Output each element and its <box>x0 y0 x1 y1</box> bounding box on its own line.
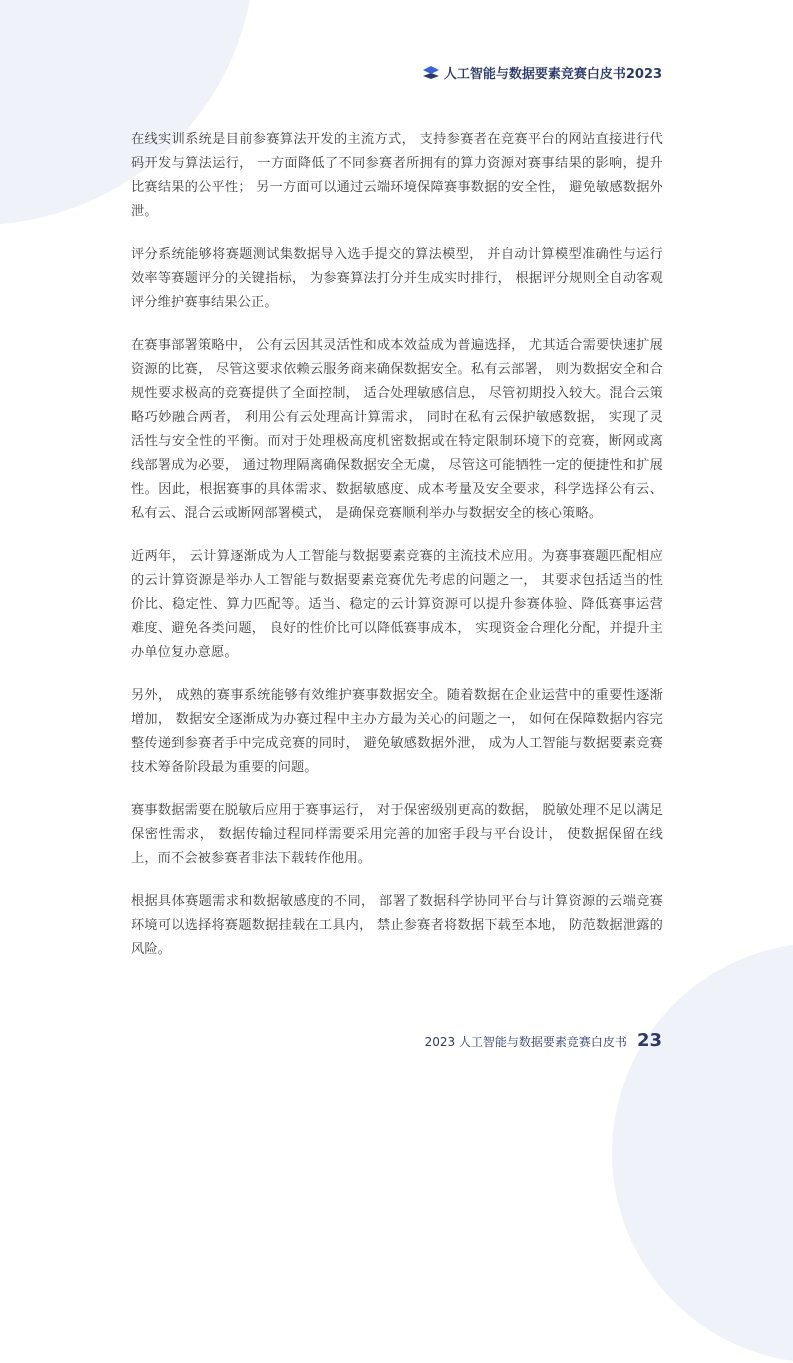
paragraph: 根据具体赛题需求和数据敏感度的不同， 部署了数据科学协同平台与计算资源的云端竞赛环境可以选择将赛题数据挂载在工具内， 禁止参赛者将数据下载至本地， 防范数据泄露的风险。 <box>131 894 663 957</box>
paragraph: 评分系统能够将赛题测试集数据导入选手提交的算法模型， 并自动计算模型准确性与运行效率等赛题评分的关键指标， 为参赛算法打分并生成实时排行， 根据评分规则全自动客观评分维护赛事结果公正。 <box>131 247 663 310</box>
page-header <box>422 63 662 82</box>
layers-icon <box>422 66 440 79</box>
paragraph: 在赛事部署策略中， 公有云因其灵活性和成本效益成为普遍选择， 尤其适合需要快速扩展资源的比赛， 尽管这要求依赖云服务商来确保数据安全。私有云部署， 则为数据安全和合规性要求极高的竞赛提供了全面控制， 适合处理敏感信息， 尽管初期投入较大。混合云策略巧妙融合两者， 利用公有云处理高计算需求， 同时在私有云保护敏感数据， 实现了灵活性与安全性的平衡。而对于处理极高度机密数据或在特定限制环境下的竞赛，断网或离线部署成为必要， 通过物理隔离确保数据安全无虞， 尽管这可能牺牲一定的便捷性和扩展性。因此，根据赛事的具体需求、数据敏感度、成本考量及安全要求，科学选择公有云、私有云、混合云或断网部署模式， 是确保竞赛顺利举办与数据安全的核心策略。 <box>131 338 663 521</box>
paragraph: 赛事数据需要在脱敏后应用于赛事运行， 对于保密级别更高的数据， 脱敏处理不足以满足保密性需求， 数据传输过程同样需要采用完善的加密手段与平台设计， 使数据保留在线上，而不会被参赛者非法下载转作他用。 <box>131 803 663 866</box>
paragraph: 另外， 成熟的赛事系统能够有效维护赛事数据安全。随着数据在企业运营中的重要性逐渐增加， 数据安全逐渐成为办赛过程中主办方最为关心的问题之一， 如何在保障数据内容完整传递到参赛者手中完成竞赛的同时， 避免敏感数据外泄， 成为人工智能与数据要素竞赛技术筹备阶段最为重要的问题。 <box>131 688 663 775</box>
page-number: 23 <box>636 1030 662 1051</box>
background-circle-bottom-right <box>612 943 793 1363</box>
page-footer <box>425 1030 662 1051</box>
header-title: 人工智能与数据要素竞赛白皮书2023 <box>443 67 662 82</box>
footer-title: 2023 人工智能与数据要素竞赛白皮书 <box>424 1035 627 1049</box>
paragraph: 在线实训系统是目前参赛算法开发的主流方式， 支持参赛者在竞赛平台的网站直接进行代码开发与算法运行， 一方面降低了不同参赛者所拥有的算力资源对赛事结果的影响，提升比赛结果的公平性； 另一方面可以通过云端环境保障赛事数据的安全性， 避免敏感数据外泄。 <box>131 132 663 219</box>
paragraph: 近两年， 云计算逐渐成为人工智能与数据要素竞赛的主流技术应用。为赛事赛题匹配相应的云计算资源是举办人工智能与数据要素竞赛优先考虑的问题之一， 其要求包括适当的性价比、稳定性、算力匹配等。适当、稳定的云计算资源可以提升参赛体验、降低赛事运营难度、避免各类问题， 良好的性价比可以降低赛事成本， 实现资金合理化分配，并提升主办单位复办意愿。 <box>131 549 663 660</box>
body-content <box>131 128 663 981</box>
